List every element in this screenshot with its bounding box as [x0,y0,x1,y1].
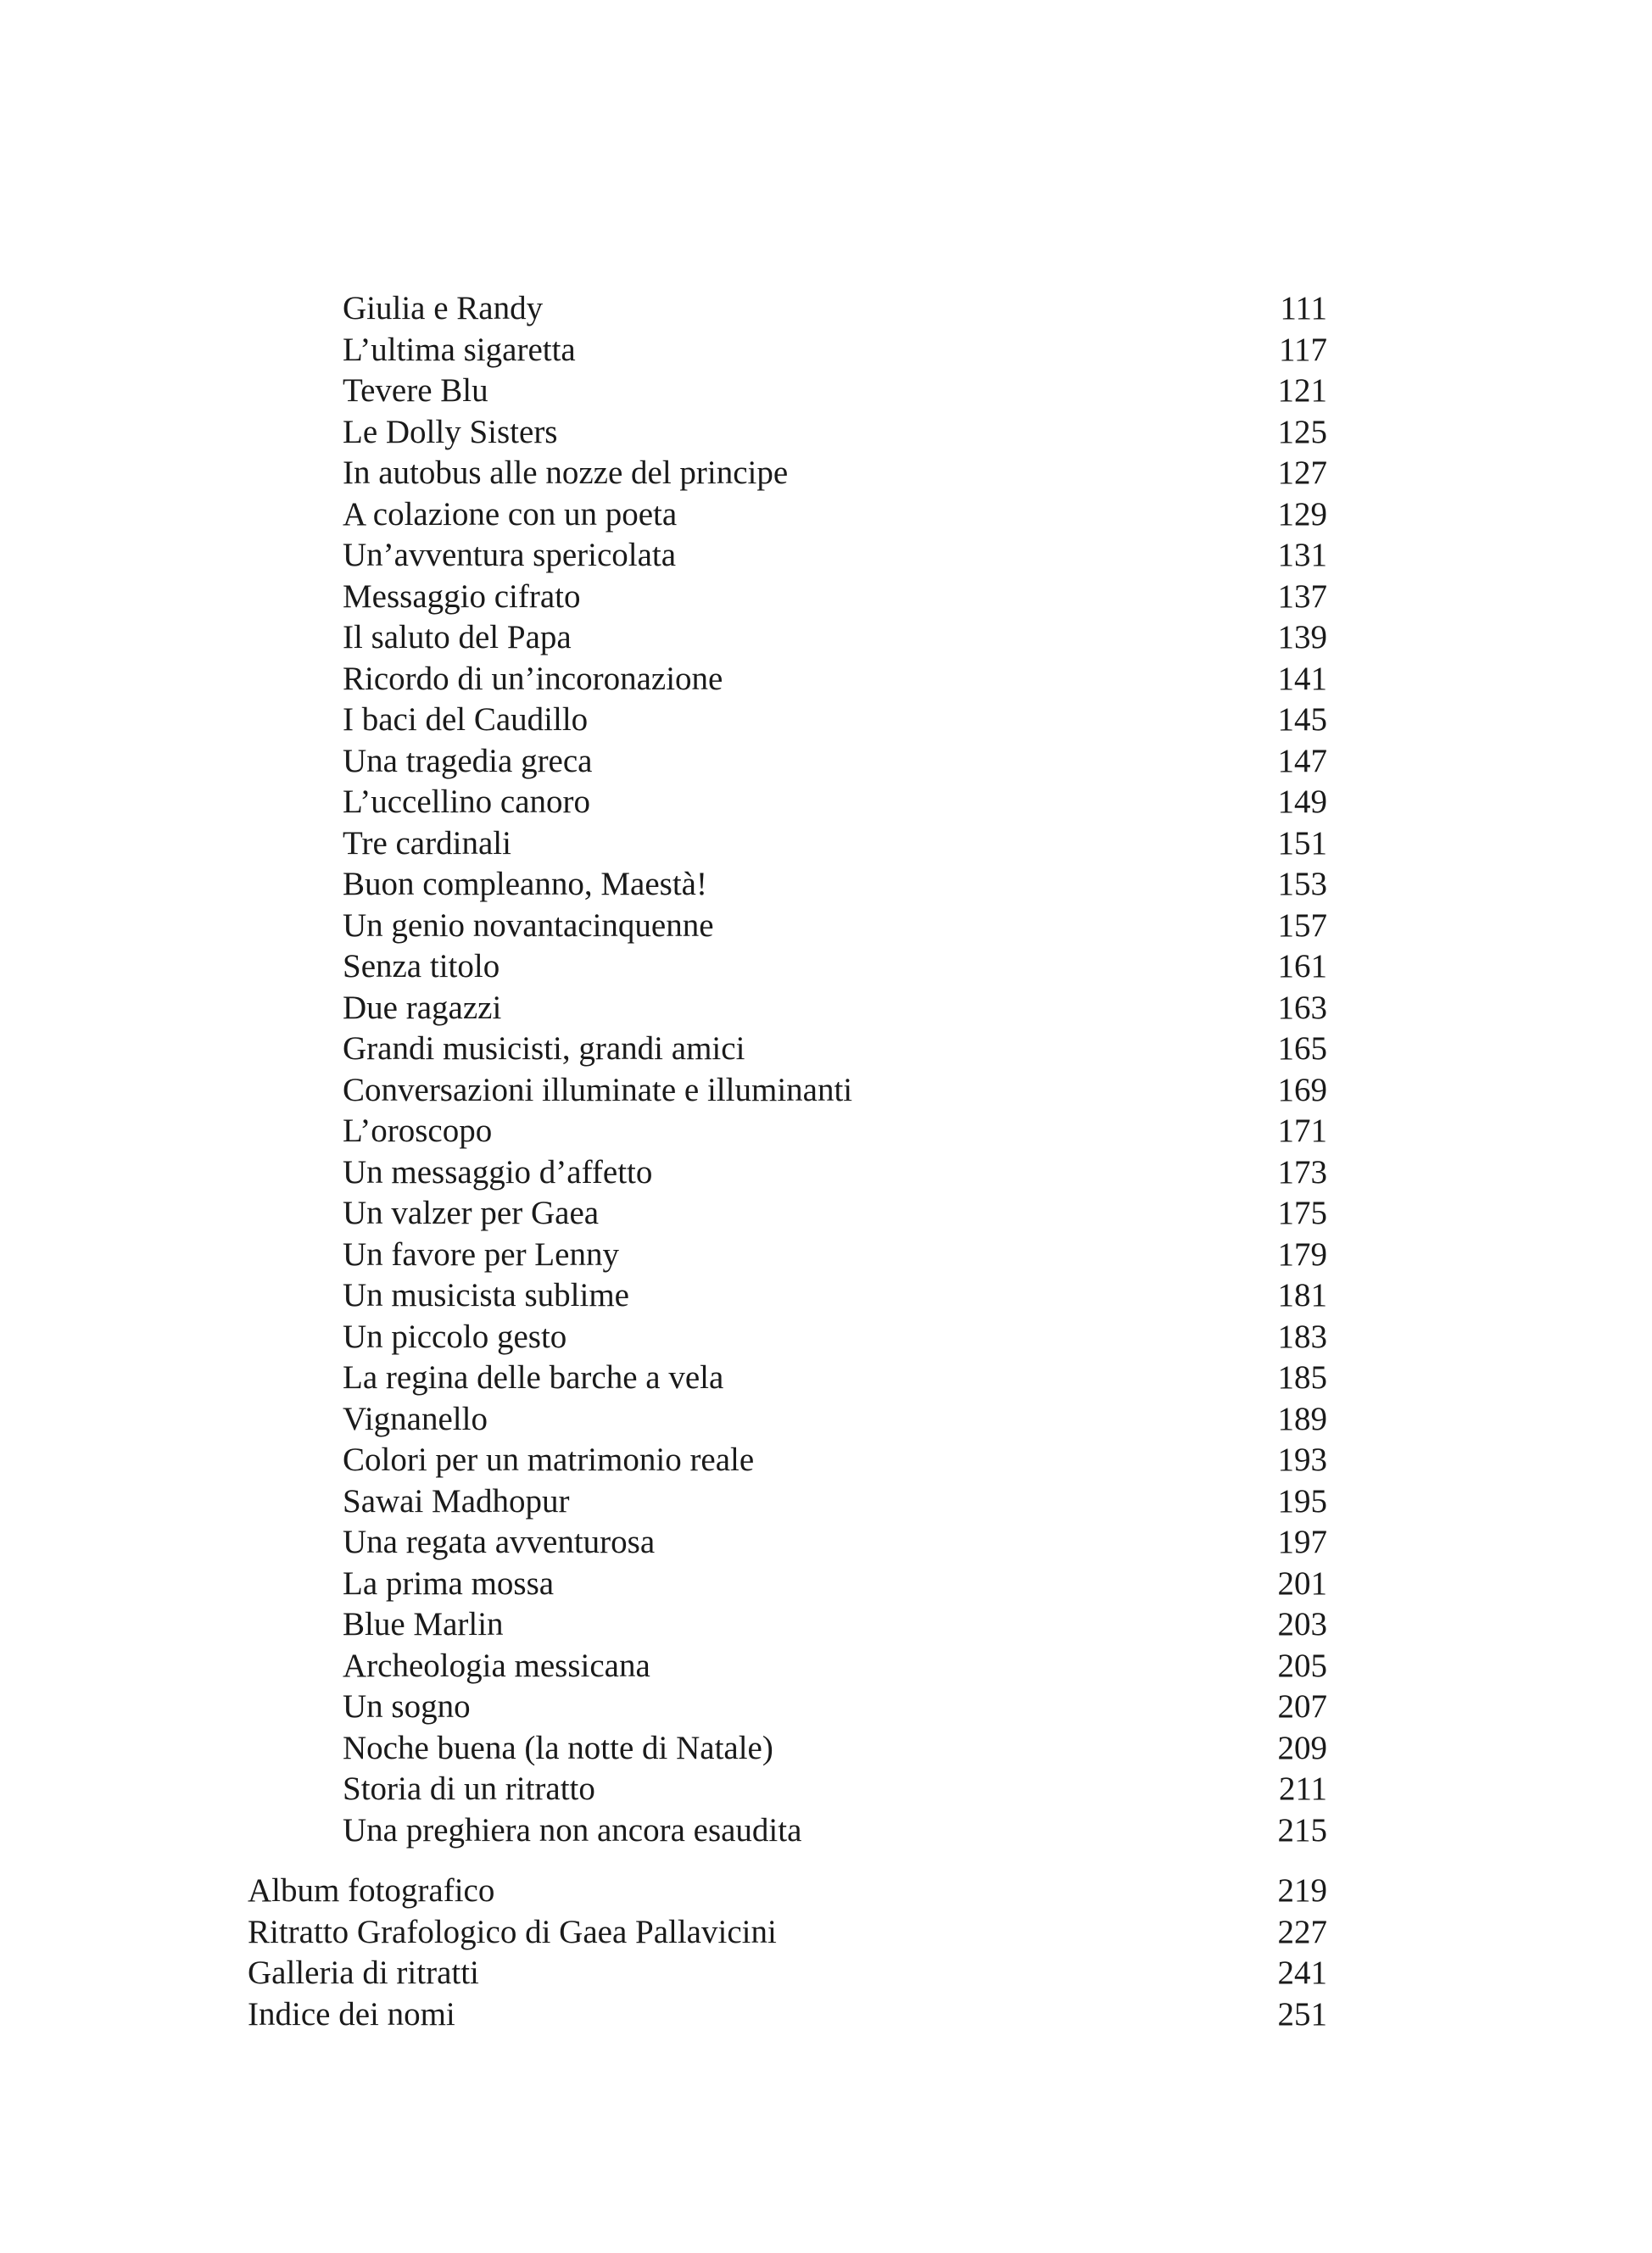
toc-entry [0,1193,1652,1235]
toc-entry-title: Senza titolo [343,948,500,984]
toc-entry-page-number: 183 [1277,1318,1327,1355]
toc-entry-title: L’ultima sigaretta [343,331,576,368]
toc-entry [0,1646,1652,1687]
toc-entry [0,1275,1652,1317]
toc-entry [0,1522,1652,1564]
toc-entry-title: Sawai Madhopur [343,1482,570,1520]
toc-entry [0,1399,1652,1441]
toc-entry-page-number: 169 [1277,1071,1327,1108]
toc-entry-title: Il saluto del Papa [343,619,572,655]
toc-entry-title: A colazione con un poeta [343,495,678,533]
toc-entry-page-number: 209 [1277,1729,1327,1766]
toc-entry-title: Giulia e Randy [343,290,544,326]
toc-entry-title: Una tragedia greca [343,742,593,779]
toc-entry [0,1111,1652,1152]
toc-entry-title: Conversazioni illuminate e illuminanti [343,1071,853,1108]
toc-entry [0,1604,1652,1646]
toc-entry-title: La prima mossa [343,1564,555,1602]
toc-entry-title: Colori per un matrimonio reale [343,1442,755,1478]
toc-entry-title: Tevere Blu [343,372,488,409]
toc-entry-page-number: 161 [1277,948,1327,984]
toc-entry [0,1235,1652,1276]
toc-entry-title: I baci del Caudillo [343,701,589,738]
toc-entry-page-number: 175 [1277,1195,1327,1231]
toc-entry-title: Una regata avventurosa [343,1524,656,1560]
toc-entry [0,1481,1652,1523]
toc-entry-title: Archeologia messicana [343,1647,650,1684]
toc-entry [0,371,1652,412]
toc-entry-title: Ritratto Grafologico di Gaea Pallavicini [248,1913,777,1950]
toc-entry-page-number: 111 [1280,290,1327,326]
toc-entry-page-number: 189 [1277,1400,1327,1437]
toc-entry-title: Un musicista sublime [343,1277,629,1313]
toc-entry-page-number: 181 [1277,1277,1327,1313]
toc-entry-page-number: 131 [1277,537,1327,573]
toc-entry-page-number: 157 [1277,906,1327,944]
toc-entry-page-number: 219 [1277,1872,1327,1909]
toc-entry-page-number: 201 [1277,1564,1327,1602]
toc-entry-title: Galleria di ritratti [248,1955,479,1991]
toc-entry-page-number: 171 [1277,1113,1327,1149]
toc-entry-title: Vignanello [343,1400,488,1437]
toc-entry-title: Un genio novantacinquenne [343,906,714,944]
toc-entry-page-number: 145 [1277,701,1327,738]
toc-entry-page-number: 153 [1277,866,1327,902]
toc-entry [0,1440,1652,1481]
toc-entry [0,617,1652,659]
toc-entry-page-number: 137 [1277,577,1327,615]
toc-entry-page-number: 207 [1277,1688,1327,1725]
toc-entry-page-number: 141 [1277,660,1327,697]
toc-entry [0,288,1652,330]
toc-entry [0,1728,1652,1770]
toc-entry-page-number: 193 [1277,1442,1327,1478]
toc-entry-title: Storia di un ritratto [343,1771,595,1807]
toc-entry [0,1912,1652,1954]
toc-entry [0,412,1652,454]
toc-entry [0,535,1652,577]
toc-entry [0,330,1652,371]
toc-entry-page-number: 185 [1277,1359,1327,1396]
toc-entry [0,1564,1652,1605]
toc-entry [0,1871,1652,1912]
toc-entry-title: Un valzer per Gaea [343,1195,600,1231]
toc-entry-page-number: 125 [1277,413,1327,450]
toc-entry-title: La regina delle barche a vela [343,1359,724,1396]
toc-entry-title: L’uccellino canoro [343,784,591,820]
toc-entry-title: Indice dei nomi [248,1995,455,2033]
toc-entry-title: Un piccolo gesto [343,1318,567,1355]
toc-entry [0,700,1652,741]
toc-entry-page-number: 173 [1277,1153,1327,1191]
toc-entry-page-number: 117 [1278,331,1327,368]
toc-entry [0,453,1652,494]
toc-entry-page-number: 127 [1277,455,1327,491]
toc-entry-page-number: 147 [1277,742,1327,779]
toc-entry-page-number: 203 [1277,1606,1327,1642]
toc-entry [0,1152,1652,1194]
toc-entry-title: Grandi musicisti, grandi amici [343,1030,745,1067]
toc-entry-title: Messaggio cifrato [343,577,581,615]
toc-entry-title: Buon compleanno, Maestà! [343,866,707,902]
toc-entry-title: Noche buena (la notte di Natale) [343,1729,773,1766]
toc-entry-page-number: 211 [1278,1771,1327,1807]
toc-entry-page-number: 121 [1277,372,1327,409]
toc-entry-page-number: 227 [1277,1913,1327,1950]
toc-entry-title: Una preghiera non ancora esaudita [343,1811,802,1849]
toc-entry-page-number: 139 [1277,619,1327,655]
toc-entry-page-number: 165 [1277,1030,1327,1067]
toc-entry-title: Le Dolly Sisters [343,413,558,450]
toc-entry-title: Due ragazzi [343,989,502,1026]
toc-entry [0,1810,1652,1852]
toc-entry-page-number: 149 [1277,784,1327,820]
toc-entry-page-number: 163 [1277,989,1327,1026]
toc-entry [0,1687,1652,1728]
toc-entry [0,864,1652,906]
toc-entry-page-number: 179 [1277,1235,1327,1273]
toc-entry-title: Un’avventura spericolata [343,537,677,573]
toc-entry-page-number: 129 [1277,495,1327,533]
toc-entry-page-number: 205 [1277,1647,1327,1684]
toc-entry-title: Blue Marlin [343,1606,504,1642]
toc-entry [0,577,1652,618]
toc-entry [0,1029,1652,1070]
toc-entry [0,1317,1652,1358]
toc-back-matter-section [0,1871,1652,2035]
toc-entry [0,823,1652,865]
toc-entry-page-number: 195 [1277,1482,1327,1520]
toc-entry-title: L’oroscopo [343,1113,493,1149]
toc-entry-title: Un messaggio d’affetto [343,1153,653,1191]
toc-entry-title: Un favore per Lenny [343,1235,619,1273]
toc-entry [0,659,1652,700]
toc-entry-title: In autobus alle nozze del principe [343,455,789,491]
toc-entry [0,1358,1652,1399]
toc-entry-title: Un sogno [343,1688,471,1725]
toc-entry-title: Ricordo di un’incoronazione [343,660,723,697]
toc-entry-page-number: 251 [1277,1995,1327,2033]
toc-entry [0,1070,1652,1112]
toc-entry-page-number: 197 [1277,1524,1327,1560]
toc-entry [0,782,1652,823]
toc-entry [0,494,1652,536]
toc-entry [0,1994,1652,2036]
toc-chapters-section [0,288,1652,1851]
toc-entry-page-number: 151 [1277,824,1327,862]
toc-entry [0,1769,1652,1810]
toc-entry-page-number: 215 [1277,1811,1327,1849]
toc-entry-title: Album fotografico [248,1872,495,1909]
toc-entry [0,741,1652,783]
toc-entry-title: Tre cardinali [343,824,511,862]
toc-entry-page-number: 241 [1277,1955,1327,1991]
toc-entry [0,946,1652,988]
toc-entry [0,906,1652,947]
toc-entry [0,1953,1652,1994]
toc-entry [0,988,1652,1029]
